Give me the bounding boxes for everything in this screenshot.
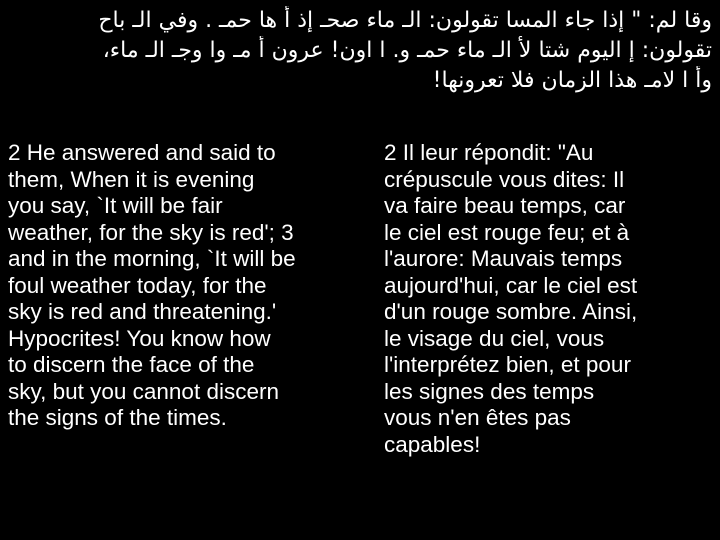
arabic-text-block bbox=[8, 6, 712, 96]
english-text-column: 2 He answered and said to them, When it is evening you say, `It will be fair weather, for the sky is red'; 3 and in the morning, `It will be foul weather today, for the sky is red and threatening.' Hypocrites! You know how to discern the face of the sky, but you cannot discern the signs of the times. bbox=[8, 140, 296, 430]
arabic-line-1: وقا لم: " إذا جاء المسا تقولون: الـ ماء صحـ إذ أ ها حمـ . وفي الـ باح bbox=[98, 8, 712, 33]
arabic-line-2: تقولون: إ اليوم شتا لأ الـ ماء حمـ و. ا اون! عرون أ مـ وا وجـ الـ ماء، bbox=[102, 38, 712, 63]
french-text-column: 2 Il leur répondit: "Au crépuscule vous dites: Il va faire beau temps, car le ciel est rouge feu; et à l'aurore: Mauvais temps aujourd'hui, car le ciel est d'un rouge sombre. Ainsi, le visage du ciel, vous l'interprétez bien, et pour les signes des temps vous n'en êtes pas capables! bbox=[384, 140, 638, 457]
arabic-line-3: وأ ا لامـ هذا الزمان فلا تعرونها! bbox=[432, 68, 712, 93]
